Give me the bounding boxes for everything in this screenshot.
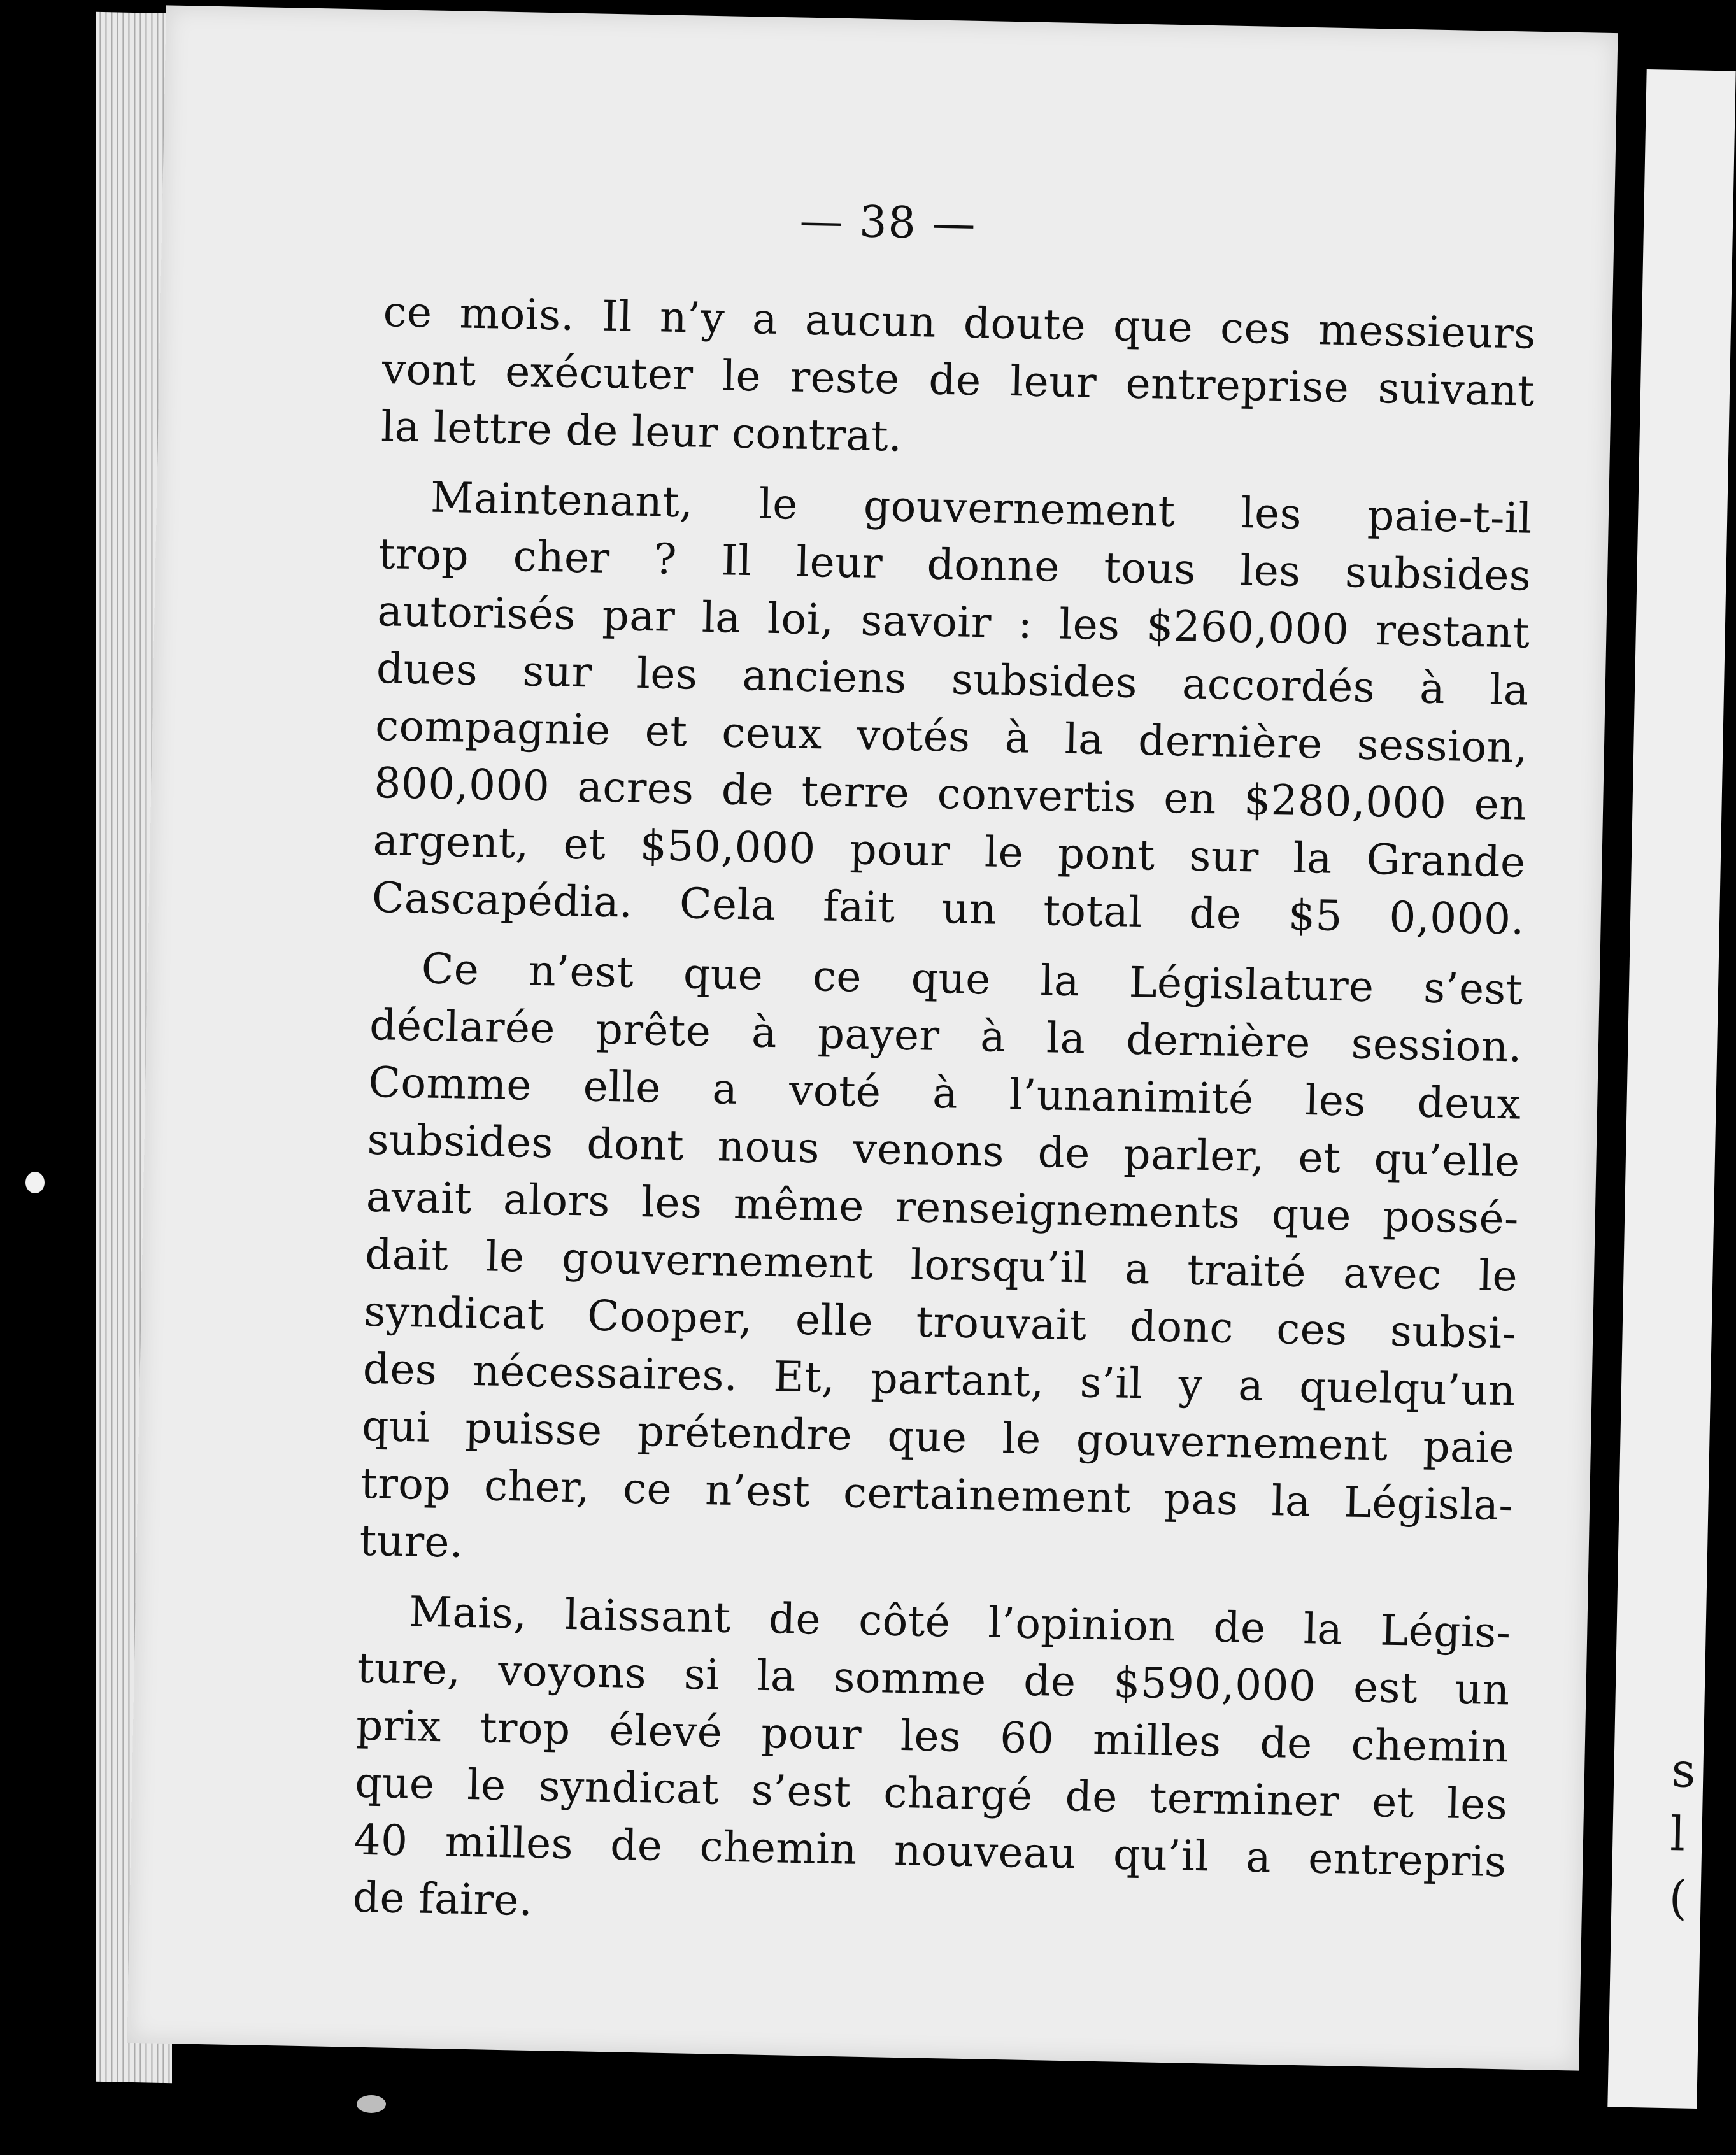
paragraph [371,468,1532,949]
text-line: trop cher ? Il leur donne tous les subsides [378,529,1532,601]
text-line: déclarée prête à payer à la dernière session. [369,1000,1523,1072]
text-line: argent, et $50,000 pour le pont sur la Grande [373,815,1526,887]
text-line: des nécessaires. Et, partant, s’il y a quelqu’un [362,1344,1516,1416]
text-line: ture, voyons si la somme de $590,000 est un [357,1643,1511,1715]
text-line: qui puisse prétendre que le gouvernement paie [361,1401,1515,1473]
text-line: autorisés par la loi, savoir : les $260,000 restant [376,586,1531,658]
text-line: Mais, laissant de côté l’opinion de la Légis- [408,1587,1511,1658]
page-number: — 38 — [799,196,978,250]
facing-page-glyphs: s l ( [1668,1743,1697,1926]
text-line: dait le gouvernement lorsqu’il a traité avec le [364,1229,1518,1301]
text-line: ture. [359,1516,464,1567]
text-line: prix trop élevé pour les 60 milles de chemin [355,1700,1509,1772]
scan-speck [25,1172,45,1193]
paragraph [380,283,1536,478]
text-line: subsides dont nous venons de parler, et qu’elle [367,1114,1521,1186]
text-line: compagnie et ceux votés à la dernière session, [374,701,1528,772]
text-line: de faire. [352,1872,534,1925]
text-line: vont exécuter le reste de leur entreprise suivant [381,345,1535,416]
text-line: Comme elle a voté à l’unanimité les deux [367,1057,1521,1129]
text-line: la lettre de leur contrat. [380,402,903,461]
paragraph [359,939,1524,1592]
body-text [352,283,1536,1948]
text-line: 40 milles de chemin nouveau qu’il a entrepris [353,1815,1507,1887]
text-line: Ce n’est que ce que la Législature s’est [421,944,1524,1014]
book-page [127,5,1618,2070]
text-line: Maintenant, le gouvernement les paie-t-il [430,473,1533,543]
text-line: avait alors les même renseignements que possé- [366,1172,1519,1244]
text-line: que le syndicat s’est chargé de terminer et les [354,1758,1508,1830]
facing-page-edge [1607,69,1735,2109]
scan-speck [357,2095,386,2113]
text-line: 800,000 acres de terre convertis en $280,000 en [373,758,1527,830]
text-line: dues sur les anciens subsides accordés à la [376,643,1530,715]
paragraph [352,1582,1511,1949]
text-line: trop cher, ce n’est certainement pas la Législa- [360,1458,1514,1530]
text-line: ce mois. Il n’y a aucun doute que ces messieurs [383,287,1537,359]
text-line: syndicat Cooper, elle trouvait donc ces subsi- [363,1286,1518,1358]
text-line: Cascapédia. Cela fait un total de $5 0,000. [371,872,1525,944]
